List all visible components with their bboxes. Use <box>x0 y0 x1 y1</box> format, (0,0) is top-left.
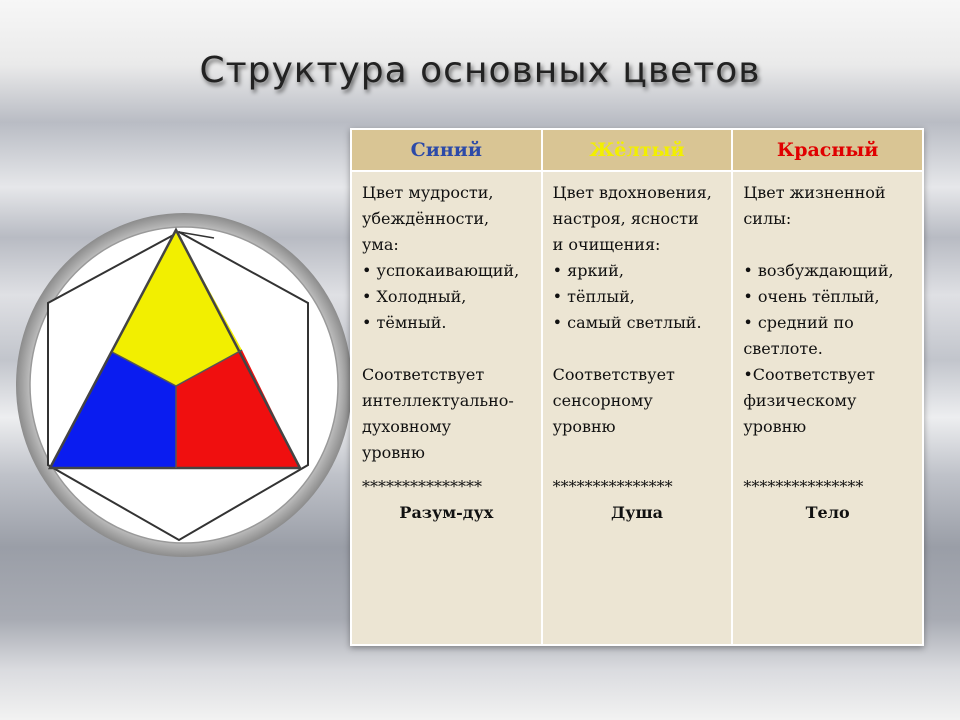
header-blue: Синий <box>351 129 542 171</box>
red-summary: Тело <box>805 503 850 522</box>
yellow-trait: • тёплый, <box>552 287 635 306</box>
red-intro-line: Цвет жизненной <box>743 183 886 202</box>
yellow-level-line: сенсорному <box>552 391 653 410</box>
yellow-trait: • яркий, <box>552 261 624 280</box>
blue-trait: • Холодный, <box>362 287 467 306</box>
header-red: Красный <box>732 129 923 171</box>
blue-intro-line: убеждённости, <box>362 209 490 228</box>
red-intro-line: силы: <box>743 209 792 228</box>
blue-stars: *************** <box>362 477 482 496</box>
yellow-summary: Душа <box>610 503 663 522</box>
header-yellow: Жёлтый <box>542 129 733 171</box>
blue-summary: Разум-дух <box>399 503 494 522</box>
red-trait: • очень тёплый, <box>743 287 880 306</box>
yellow-trait: • самый светлый. <box>552 313 702 332</box>
yellow-stars: *************** <box>552 477 673 496</box>
blue-level-line: Соответствует <box>362 365 485 384</box>
blue-trait: • успокаивающий, <box>362 261 520 280</box>
blue-level-line: духовному <box>362 417 452 436</box>
slide-title: Структура основных цветов <box>199 50 761 91</box>
blue-trait: • тёмный. <box>362 313 447 332</box>
color-structure-table <box>350 128 924 646</box>
table-header-row <box>351 129 923 171</box>
red-trait: • возбуждающий, <box>743 261 894 280</box>
yellow-level-line: Соответствует <box>552 365 675 384</box>
red-stars: *************** <box>743 477 864 496</box>
blue-level-line: уровню <box>362 443 425 462</box>
red-trait: • средний по <box>743 313 854 332</box>
column-red <box>732 171 923 645</box>
yellow-level-line: уровню <box>552 417 616 436</box>
color-triangle-emblem <box>14 210 356 560</box>
blue-level-line: интеллектуально- <box>362 391 514 410</box>
red-level-line: уровню <box>743 417 807 436</box>
red-level-line: •Соответствует <box>743 365 875 384</box>
yellow-intro-line: настроя, ясности <box>552 209 699 228</box>
yellow-intro-line: и очищения: <box>552 235 661 254</box>
table-body-row <box>351 171 923 645</box>
blue-intro-line: ума: <box>362 235 399 254</box>
red-trait: светлоте. <box>743 339 823 358</box>
blue-intro-line: Цвет мудрости, <box>362 183 494 202</box>
yellow-intro-line: Цвет вдохновения, <box>552 183 712 202</box>
red-level-line: физическому <box>743 391 857 410</box>
column-yellow <box>542 171 733 645</box>
column-blue <box>351 171 542 645</box>
